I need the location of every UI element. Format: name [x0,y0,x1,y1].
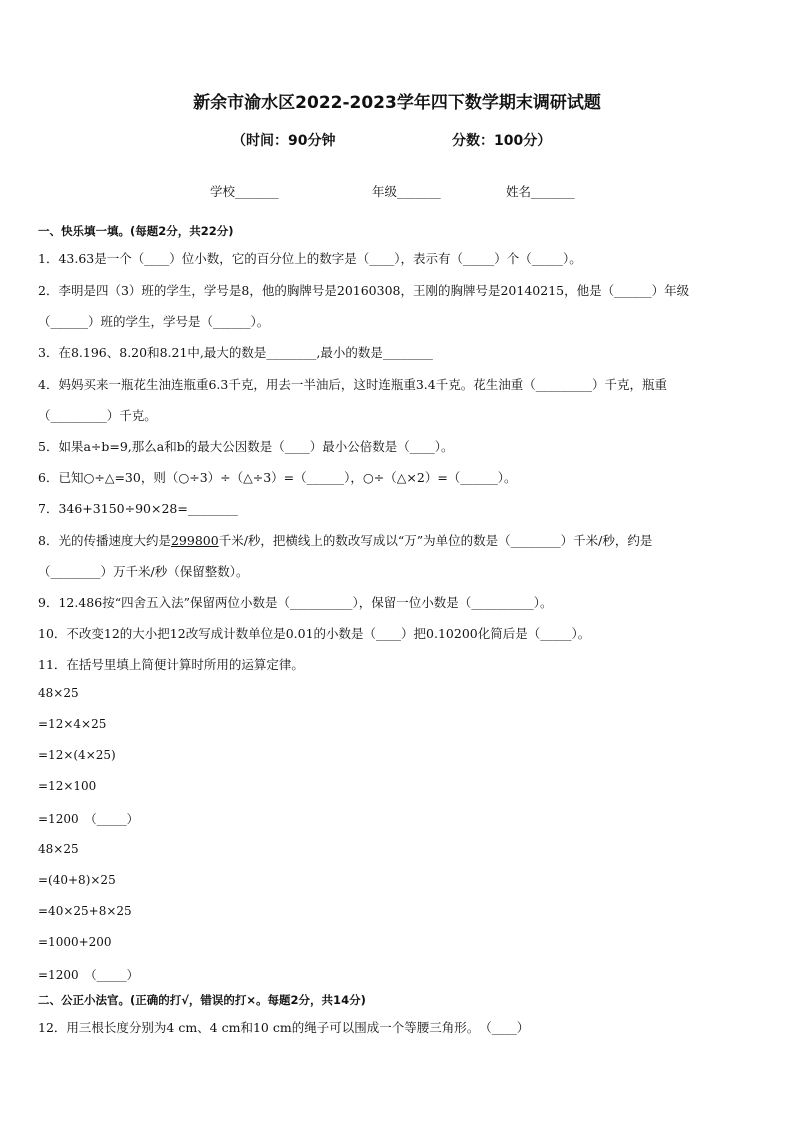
question-2-line2: （______）班的学生，学号是（______）。 [38,314,270,329]
calc2-result: =1200 （_____） [38,968,139,982]
calc2-step: =(40+8)×25 [38,873,116,887]
question-10: 10．不改变12的大小把12改写成计数单位是0.01的小数是（____）把0.10200化简后是（_____）。 [38,626,591,641]
question-9: 9．12.486按“四舍五入法”保留两位小数是（__________），保留一位小数是（__________）。 [38,595,553,610]
section1-heading: 一、快乐填一填。(每题2分，共22分) [38,224,234,238]
calc1-step: 48×25 [38,686,79,700]
question-2-line1: 2．李明是四（3）班的学生，学号是8，他的胸牌号是20160308，王刚的胸牌号是20140215，他是（______）年级 [38,283,690,298]
calc1-result: =1200 （_____） [38,812,139,826]
question-8-text-b: 千米/秒，把横线上的数改写成以“万”为单位的数是（________）千米/秒，约是 [218,533,653,548]
question-12: 12．用三根长度分别为4 cm、4 cm和10 cm的绳子可以围成一个等腰三角形。 （____） [38,1020,530,1035]
calc2-step: =40×25+8×25 [38,904,132,918]
question-11: 11．在括号里填上简便计算时所用的运算定律。 [38,657,304,672]
calc2-step: 48×25 [38,842,79,856]
calc1-step: =12×4×25 [38,717,107,731]
school-field: 学校_______ [210,184,279,199]
grade-field: 年级_______ [372,184,441,199]
question-6: 6．已知○÷△=30，则（○÷3）÷（△÷3）=（______），○÷（△×2）=（______）。 [38,470,517,485]
exam-title: 新余市渝水区2022-2023学年四下数学期末调研试题 [193,93,601,113]
question-3: 3．在8.196、8.20和8.21中,最大的数是________,最小的数是________ [38,345,433,360]
question-5: 5．如果a÷b=9,那么a和b的最大公因数是（____）最小公倍数是（____）。 [38,439,454,454]
calc1-step: =12×100 [38,779,97,793]
calc1-step: =12×(4×25) [38,748,116,762]
exam-score: 分数：100分） [452,133,552,149]
question-8-line1 [38,531,652,549]
question-1: 1．43.63是一个（____）位小数，它的百分位上的数字是（____），表示有（_____）个（_____）。 [38,251,582,266]
calc2-step: =1000+200 [38,935,112,949]
question-4-line2: （_________）千克。 [38,408,157,423]
section2-heading: 二、公正小法官。(正确的打√，错误的打×。每题2分，共14分) [38,993,366,1007]
question-8-underlined-number: 299800 [170,533,219,548]
exam-time: （时间：90分钟 [232,133,336,149]
question-7: 7．346+3150÷90×28=________ [38,501,238,516]
question-8-line2: （________）万千米/秒（保留整数）。 [38,564,249,579]
question-4-line1: 4．妈妈买来一瓶花生油连瓶重6.3千克，用去一半油后，这时连瓶重3.4千克。花生油重（_________）千克，瓶重 [38,377,667,392]
question-8-text-a: 8．光的传播速度大约是 [38,533,171,548]
name-field: 姓名_______ [506,184,575,199]
